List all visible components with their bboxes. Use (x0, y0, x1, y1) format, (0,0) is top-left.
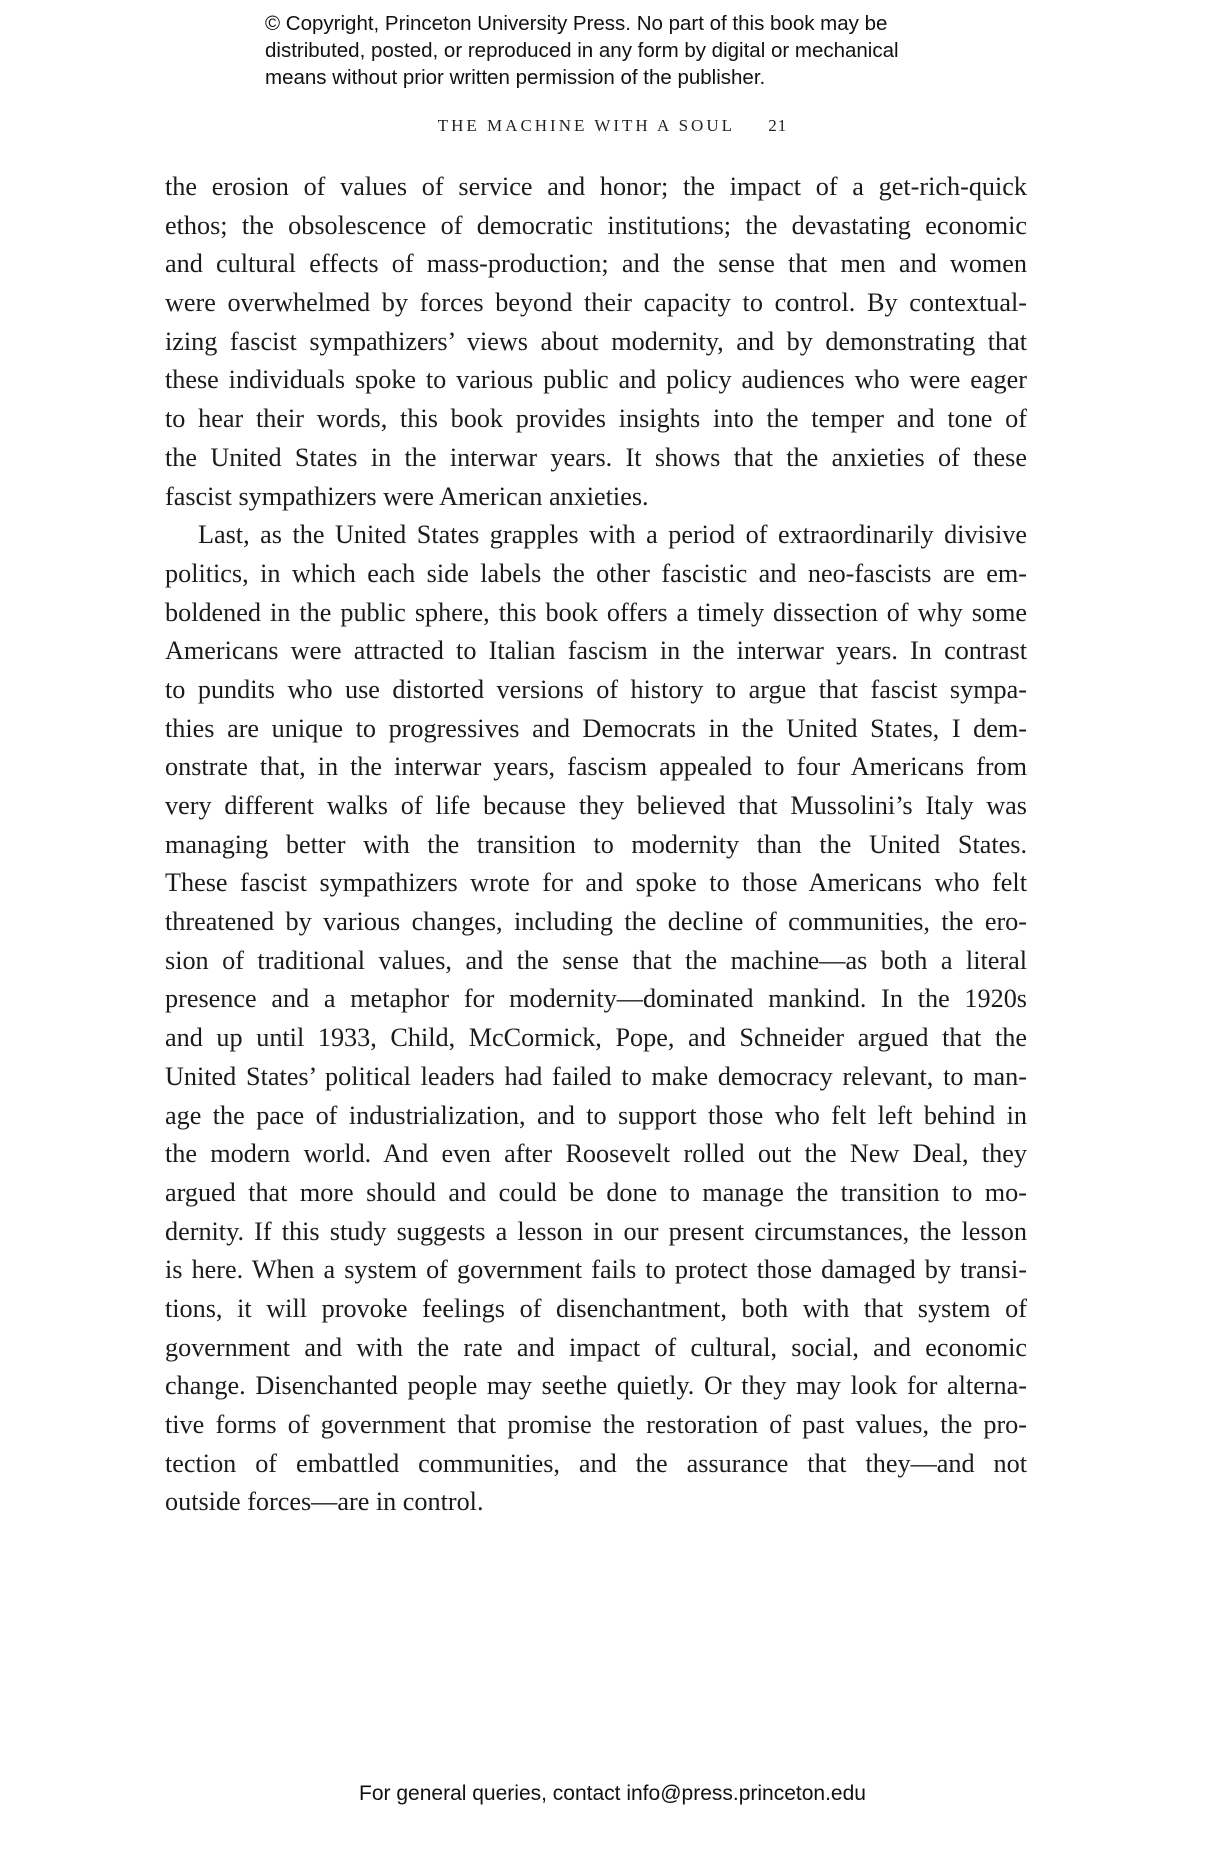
text-line: very different walks of life because they believed that Mussolini’s Italy was (165, 791, 1027, 820)
copyright-notice (265, 10, 1025, 91)
text-line: politics, in which each side labels the other fascistic and neo-fascists are em- (165, 558, 1027, 588)
text-line: outside forces—are in control. (165, 1487, 484, 1517)
text-line: Last, as the United States grapples with a period of extraordinarily divisive (198, 520, 1027, 550)
body-text (165, 168, 1027, 1522)
text-line: and up until 1933, Child, McCormick, Pope, and Schneider argued that the (165, 1023, 1027, 1053)
running-head (0, 116, 1225, 136)
text-line: age the pace of industrialization, and to support those who felt left behind in (165, 1100, 1027, 1130)
text-line: sion of traditional values, and the sense that the machine—as both a literal (165, 945, 1027, 975)
text-line: ethos; the obsolescence of democratic institutions; the devastating economic (165, 210, 1027, 240)
text-line: argued that more should and could be done to manage the transition to mo- (165, 1177, 1027, 1207)
text-line: these individuals spoke to various public and policy audiences who were eager (165, 365, 1027, 395)
text-line: the modern world. And even after Roosevelt rolled out the New Deal, they (165, 1139, 1027, 1169)
text-line: boldened in the public sphere, this book offers a timely dissection of why some (165, 597, 1027, 627)
text-line: threatened by various changes, including the decline of communities, the ero- (165, 907, 1027, 937)
text-line: the United States in the interwar years. It shows that the anxieties of these (165, 442, 1027, 472)
text-line: presence and a metaphor for modernity—dominated mankind. In the 1920s (165, 984, 1027, 1014)
text-line: and cultural effects of mass-production; and the sense that men and women (165, 249, 1027, 279)
text-line: the erosion of values of service and honor; the impact of a get-rich-quick (165, 172, 1027, 201)
running-head-title: THE MACHINE WITH A SOUL (437, 116, 735, 135)
text-line: government and with the rate and impact of cultural, social, and economic (165, 1332, 1027, 1362)
text-line: United States’ political leaders had failed to make democracy relevant, to man- (165, 1061, 1027, 1091)
copyright-line: © Copyright, Princeton University Press. No part of this book may be (265, 12, 888, 35)
text-line: Americans were attracted to Italian fascism in the interwar years. In contrast (165, 636, 1027, 666)
footer-contact: For general queries, contact info@press.princeton.edu (359, 1782, 866, 1805)
text-line: change. Disenchanted people may seethe quietly. Or they may look for alterna- (165, 1371, 1027, 1401)
text-line: is here. When a system of government fails to protect those damaged by transi- (165, 1255, 1027, 1285)
paragraph-2 (165, 516, 1027, 1522)
copyright-line: means without prior written permission of the publisher. (265, 66, 766, 89)
paragraph-1 (165, 168, 1027, 516)
text-line: dernity. If this study suggests a lesson in our present circumstances, the lesson (165, 1216, 1027, 1246)
text-line: tive forms of government that promise the restoration of past values, the pro- (165, 1410, 1027, 1439)
text-line: These fascist sympathizers wrote for and spoke to those Americans who felt (165, 868, 1027, 898)
page-number: 21 (768, 116, 788, 135)
text-line: managing better with the transition to modernity than the United States. (165, 829, 1027, 859)
text-line: tection of embattled communities, and the assurance that they—and not (165, 1448, 1027, 1478)
text-line: were overwhelmed by forces beyond their capacity to control. By contextual- (165, 288, 1027, 318)
text-line: thies are unique to progressives and Democrats in the United States, I dem- (165, 713, 1027, 743)
text-line: onstrate that, in the interwar years, fascism appealed to four Americans from (165, 752, 1027, 782)
text-line: izing fascist sympathizers’ views about modernity, and by demonstrating that (165, 326, 1027, 356)
copyright-line: distributed, posted, or reproduced in any form by digital or mechanical (265, 39, 899, 62)
text-line: to hear their words, this book provides insights into the temper and tone of (165, 404, 1027, 434)
text-line: fascist sympathizers were American anxieties. (165, 481, 649, 511)
text-line: tions, it will provoke feelings of disenchantment, both with that system of (165, 1293, 1027, 1323)
text-line: to pundits who use distorted versions of history to argue that fascist sympa- (165, 674, 1027, 704)
